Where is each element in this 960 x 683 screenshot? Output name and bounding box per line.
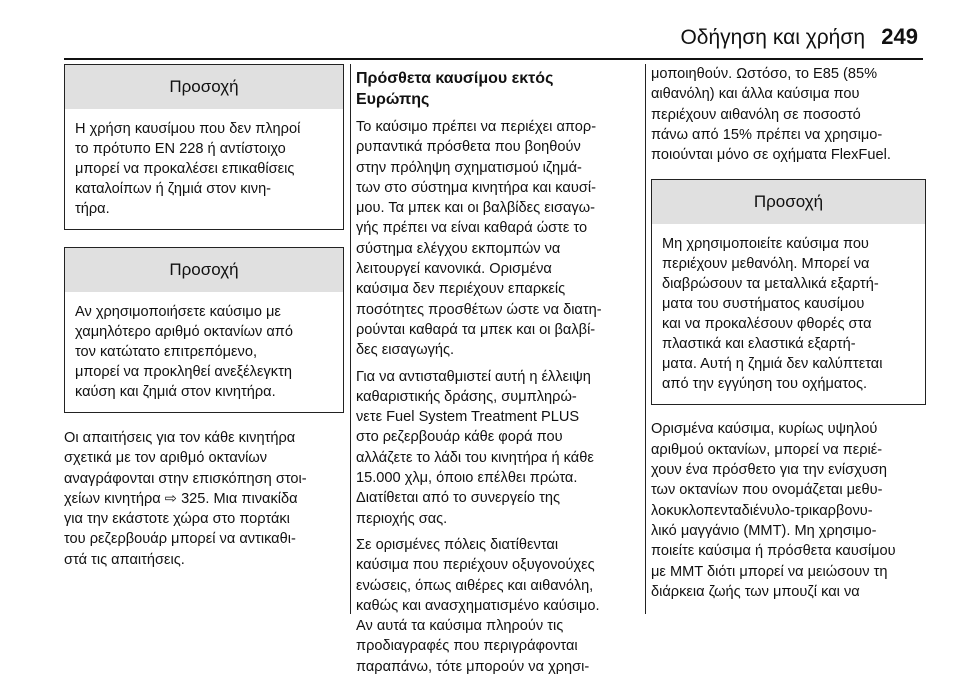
text-line: ματα. Αυτή η ζημιά δεν καλύπτεται bbox=[662, 356, 883, 373]
body-paragraph bbox=[356, 535, 638, 677]
text-line: περιοχής σας. bbox=[356, 510, 448, 527]
text-line: για την εκάστοτε χώρα στο πορτάκι bbox=[64, 511, 290, 528]
text-line: ποιείτε καύσιμα ή πρόσθετα καυσίμου bbox=[651, 543, 896, 560]
text-line: αλλάζετε το λάδι του κινητήρα ή κάθε bbox=[356, 449, 594, 466]
caution-text bbox=[65, 109, 343, 229]
text-line: Διατίθεται από το συνεργείο της bbox=[356, 490, 560, 507]
text-line: Σε ορισμένες πόλεις διατίθενται bbox=[356, 536, 559, 553]
text-line: περιέχουν αιθανόλη σε ποσοστό bbox=[651, 106, 861, 123]
text-line: καύση και ζημιά στον κινητήρα. bbox=[75, 384, 276, 400]
caution-box bbox=[651, 179, 926, 405]
text-line: Η χρήση καυσίμου που δεν πληροί bbox=[75, 121, 301, 137]
text-line: καταλοίπων ή ζημιά στον κινη- bbox=[75, 181, 272, 197]
text-line: μου. Τα μπεκ και οι βαλβίδες εισαγω- bbox=[356, 200, 595, 217]
column-3 bbox=[651, 64, 926, 608]
text-line: τήρα. bbox=[75, 201, 110, 217]
text-line: τον κατώτατο επιτρεπόμενο, bbox=[75, 344, 258, 360]
text-line: αιθανόλη) και άλλα καύσιμα που bbox=[651, 86, 860, 103]
text-line: καθώς και ανασχηματισμένο καύσιμο. bbox=[356, 597, 600, 614]
text-line: ποσότητες προσθέτων ώστε να διατη- bbox=[356, 301, 602, 318]
text-line: διαβρώσουν τα μεταλλικά εξαρτή- bbox=[662, 276, 879, 293]
caution-text bbox=[652, 224, 925, 404]
text-line: ρυπαντικά πρόσθετα που βοηθούν bbox=[356, 139, 581, 156]
text-line: στην πρόληψη σχηματισμού ιζημά- bbox=[356, 159, 582, 176]
text-line: καύσιμα που περιέχουν οξυγονούχες bbox=[356, 557, 595, 574]
text-line: λικό μαγγάνιο (MMT). Μη χρησιμο- bbox=[651, 522, 877, 539]
text-line: Αν αυτά τα καύσιμα πληρούν τις bbox=[356, 618, 564, 635]
text-line: γής πρέπει να είναι καθαρά ώστε το bbox=[356, 220, 588, 237]
text-line: ρούνται καθαρά τα μπεκ και οι βαλβί- bbox=[356, 321, 596, 338]
text-line: μοποιηθούν. Ωστόσο, το E85 (85% bbox=[651, 66, 878, 82]
text-line: Το καύσιμο πρέπει να περιέχει απορ- bbox=[356, 119, 597, 135]
text-line: ματα του συστήματος καυσίμου bbox=[662, 296, 865, 313]
body-paragraph bbox=[356, 117, 638, 361]
text-line: μπορεί να προκαλέσει επικαθίσεις bbox=[75, 161, 295, 177]
caution-box bbox=[64, 247, 344, 413]
text-line: στά τις απαιτήσεις. bbox=[64, 551, 185, 568]
text-line: αριθμού οκτανίων, μπορεί να περιέ- bbox=[651, 441, 883, 458]
text-line: καύσιμα δεν περιέχουν επαρκείς bbox=[356, 281, 566, 298]
text-line: καθαριστικής δράσης, συμπληρώ- bbox=[356, 388, 577, 405]
text-line: από την εγγύηση του οχήματος. bbox=[662, 376, 868, 393]
body-paragraph bbox=[64, 428, 344, 570]
text-line: σύστημα ελέγχου εκπομπών να bbox=[356, 240, 561, 257]
column-divider bbox=[350, 64, 351, 614]
caution-title: Προσοχή bbox=[65, 65, 343, 109]
text-line: παραπάνω, τότε μπορούν να χρησι- bbox=[356, 658, 590, 675]
text-line: λειτουργεί κανονικά. Ορισμένα bbox=[356, 261, 552, 278]
text-line: σχετικά με τον αριθμό οκτανίων bbox=[64, 450, 268, 467]
body-paragraph bbox=[651, 419, 926, 602]
column-1 bbox=[64, 64, 344, 576]
caution-title: Προσοχή bbox=[652, 180, 925, 224]
text-line: διάρκεια ζωής των μπουζί και να bbox=[651, 583, 860, 600]
heading-line: Πρόσθετα καυσίμου εκτός bbox=[356, 70, 554, 87]
column-2 bbox=[356, 64, 638, 683]
text-line: του ρεζερβουάρ μπορεί να αντικαθι- bbox=[64, 531, 296, 548]
text-line: πλαστικά και ελαστικά εξαρτή- bbox=[662, 336, 856, 353]
text-line: μπορεί να προκληθεί ανεξέλεγκτη bbox=[75, 364, 292, 380]
text-line: αναγράφονται στην επισκόπηση στοι- bbox=[64, 470, 307, 487]
text-line: Μη χρησιμοποιείτε καύσιμα που bbox=[662, 236, 869, 253]
text-line: και να προκαλέσουν φθορές στα bbox=[662, 316, 872, 333]
text-line: 15.000 χλμ, όποιο επέλθει πρώτα. bbox=[356, 470, 578, 487]
body-paragraph bbox=[356, 367, 638, 529]
text-line: στο ρεζερβουάρ κάθε φορά που bbox=[356, 429, 563, 446]
caution-title: Προσοχή bbox=[65, 248, 343, 292]
text-line: των οκτανίων που ονομάζεται μεθυ- bbox=[651, 482, 883, 499]
text-line: χείων κινητήρα ⇨ 325. Μια πινακίδα bbox=[64, 490, 298, 507]
text-line: περιέχουν μεθανόλη. Μπορεί να bbox=[662, 256, 870, 273]
heading-line: Ευρώπης bbox=[356, 91, 430, 108]
text-line: Αν χρησιμοποιήσετε καύσιμο με bbox=[75, 304, 281, 320]
header-rule bbox=[64, 58, 923, 60]
text-line: Για να αντισταθμιστεί αυτή η έλλειψη bbox=[356, 368, 591, 385]
caution-text bbox=[65, 292, 343, 412]
text-line: Ορισμένα καύσιμα, κυρίως υψηλού bbox=[651, 421, 878, 438]
column-divider bbox=[645, 64, 646, 614]
caution-box bbox=[64, 64, 344, 230]
text-line: λοκυκλοπενταδιένυλο-τρικαρβονυ- bbox=[651, 502, 873, 519]
text-line: δες εισαγωγής. bbox=[356, 342, 455, 359]
text-line: με MMT διότι μπορεί να μειώσουν τη bbox=[651, 563, 888, 580]
running-header-title: Οδήγηση και χρήση bbox=[680, 26, 865, 49]
text-line: Οι απαιτήσεις για τον κάθε κινητήρα bbox=[64, 430, 296, 446]
text-line: χαμηλότερο αριθμό οκτανίων από bbox=[75, 324, 293, 340]
text-line: χουν ένα πρόσθετο για την ενίσχυση bbox=[651, 462, 887, 479]
text-line: το πρότυπο EN 228 ή αντίστοιχο bbox=[75, 141, 286, 157]
page-number: 249 bbox=[881, 24, 918, 49]
text-line: ποιούνται μόνο σε οχήματα FlexFuel. bbox=[651, 147, 891, 164]
text-line: ενώσεις, όπως αιθέρες και αιθανόλη, bbox=[356, 577, 594, 594]
body-paragraph bbox=[651, 64, 926, 165]
text-line: των στο σύστημα κινητήρα και καυσί- bbox=[356, 179, 596, 196]
section-heading bbox=[356, 68, 638, 110]
text-line: νετε Fuel System Treatment PLUS bbox=[356, 409, 580, 426]
text-line: προδιαγραφές που περιγράφονται bbox=[356, 638, 578, 655]
text-line: πάνω από 15% πρέπει να χρησιμο- bbox=[651, 126, 883, 143]
